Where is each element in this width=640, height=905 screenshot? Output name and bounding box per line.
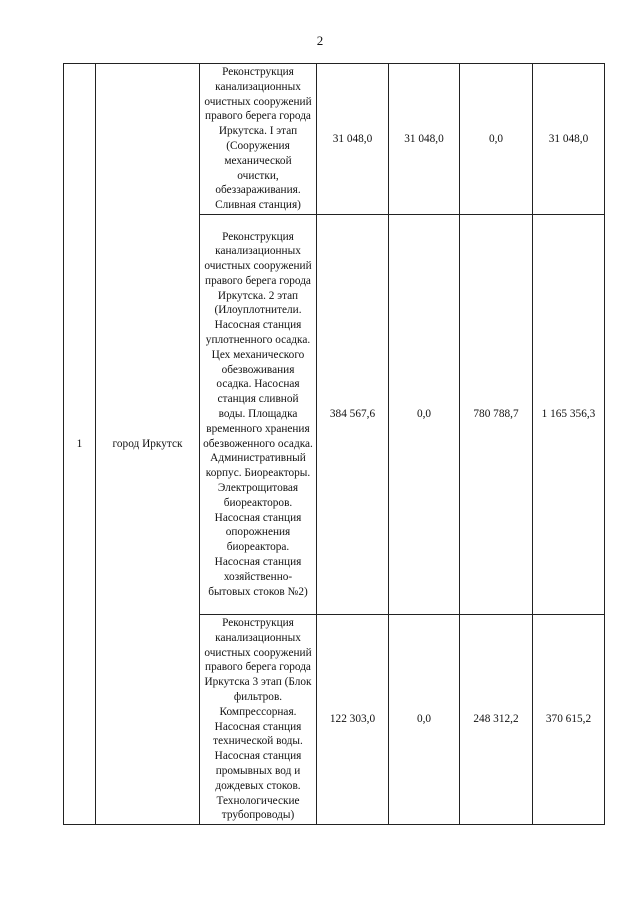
value-cell: 0,0 xyxy=(460,64,533,215)
object-description-cell: Реконструкция канализационных очистных сооружений правого берега города Иркутска 3 этап (Блок фильтров. Компрессорная. Насосная станция технической воды. Насосная станция промывных вод и дождевых стоков. Технологические трубопроводы) xyxy=(200,614,317,824)
row-number-cell: 1 xyxy=(64,64,96,825)
value-cell: 0,0 xyxy=(389,214,460,614)
city-cell: город Иркутск xyxy=(96,64,200,825)
value-cell: 0,0 xyxy=(389,614,460,824)
objects-table xyxy=(63,63,605,825)
value-cell: 122 303,0 xyxy=(317,614,389,824)
table-row xyxy=(64,64,605,215)
value-cell: 31 048,0 xyxy=(533,64,605,215)
value-cell: 780 788,7 xyxy=(460,214,533,614)
value-cell: 248 312,2 xyxy=(460,614,533,824)
value-cell: 31 048,0 xyxy=(389,64,460,215)
value-cell: 1 165 356,3 xyxy=(533,214,605,614)
value-cell: 370 615,2 xyxy=(533,614,605,824)
value-cell: 384 567,6 xyxy=(317,214,389,614)
value-cell: 31 048,0 xyxy=(317,64,389,215)
object-description-cell: Реконструкция канализационных очистных сооружений правого берега города Иркутска. 2 этап (Илоуплотнители. Насосная станция уплотненного осадка. Цех механического обезвоживания осадка. Насосная станция сливной воды. Площадка временного хранения обезвоженного осадка. Административный корпус. Биореакторы. Электрощитовая биореакторов. Насосная станция опорожнения биореактора. Насосная станция хозяйственно-бытовых стоков №2) xyxy=(200,214,317,614)
page-number: 2 xyxy=(316,33,324,48)
object-description-cell: Реконструкция канализационных очистных сооружений правого берега города Иркутска. I этап (Сооружения механической очистки, обеззараживания. Сливная станция) xyxy=(200,64,317,215)
